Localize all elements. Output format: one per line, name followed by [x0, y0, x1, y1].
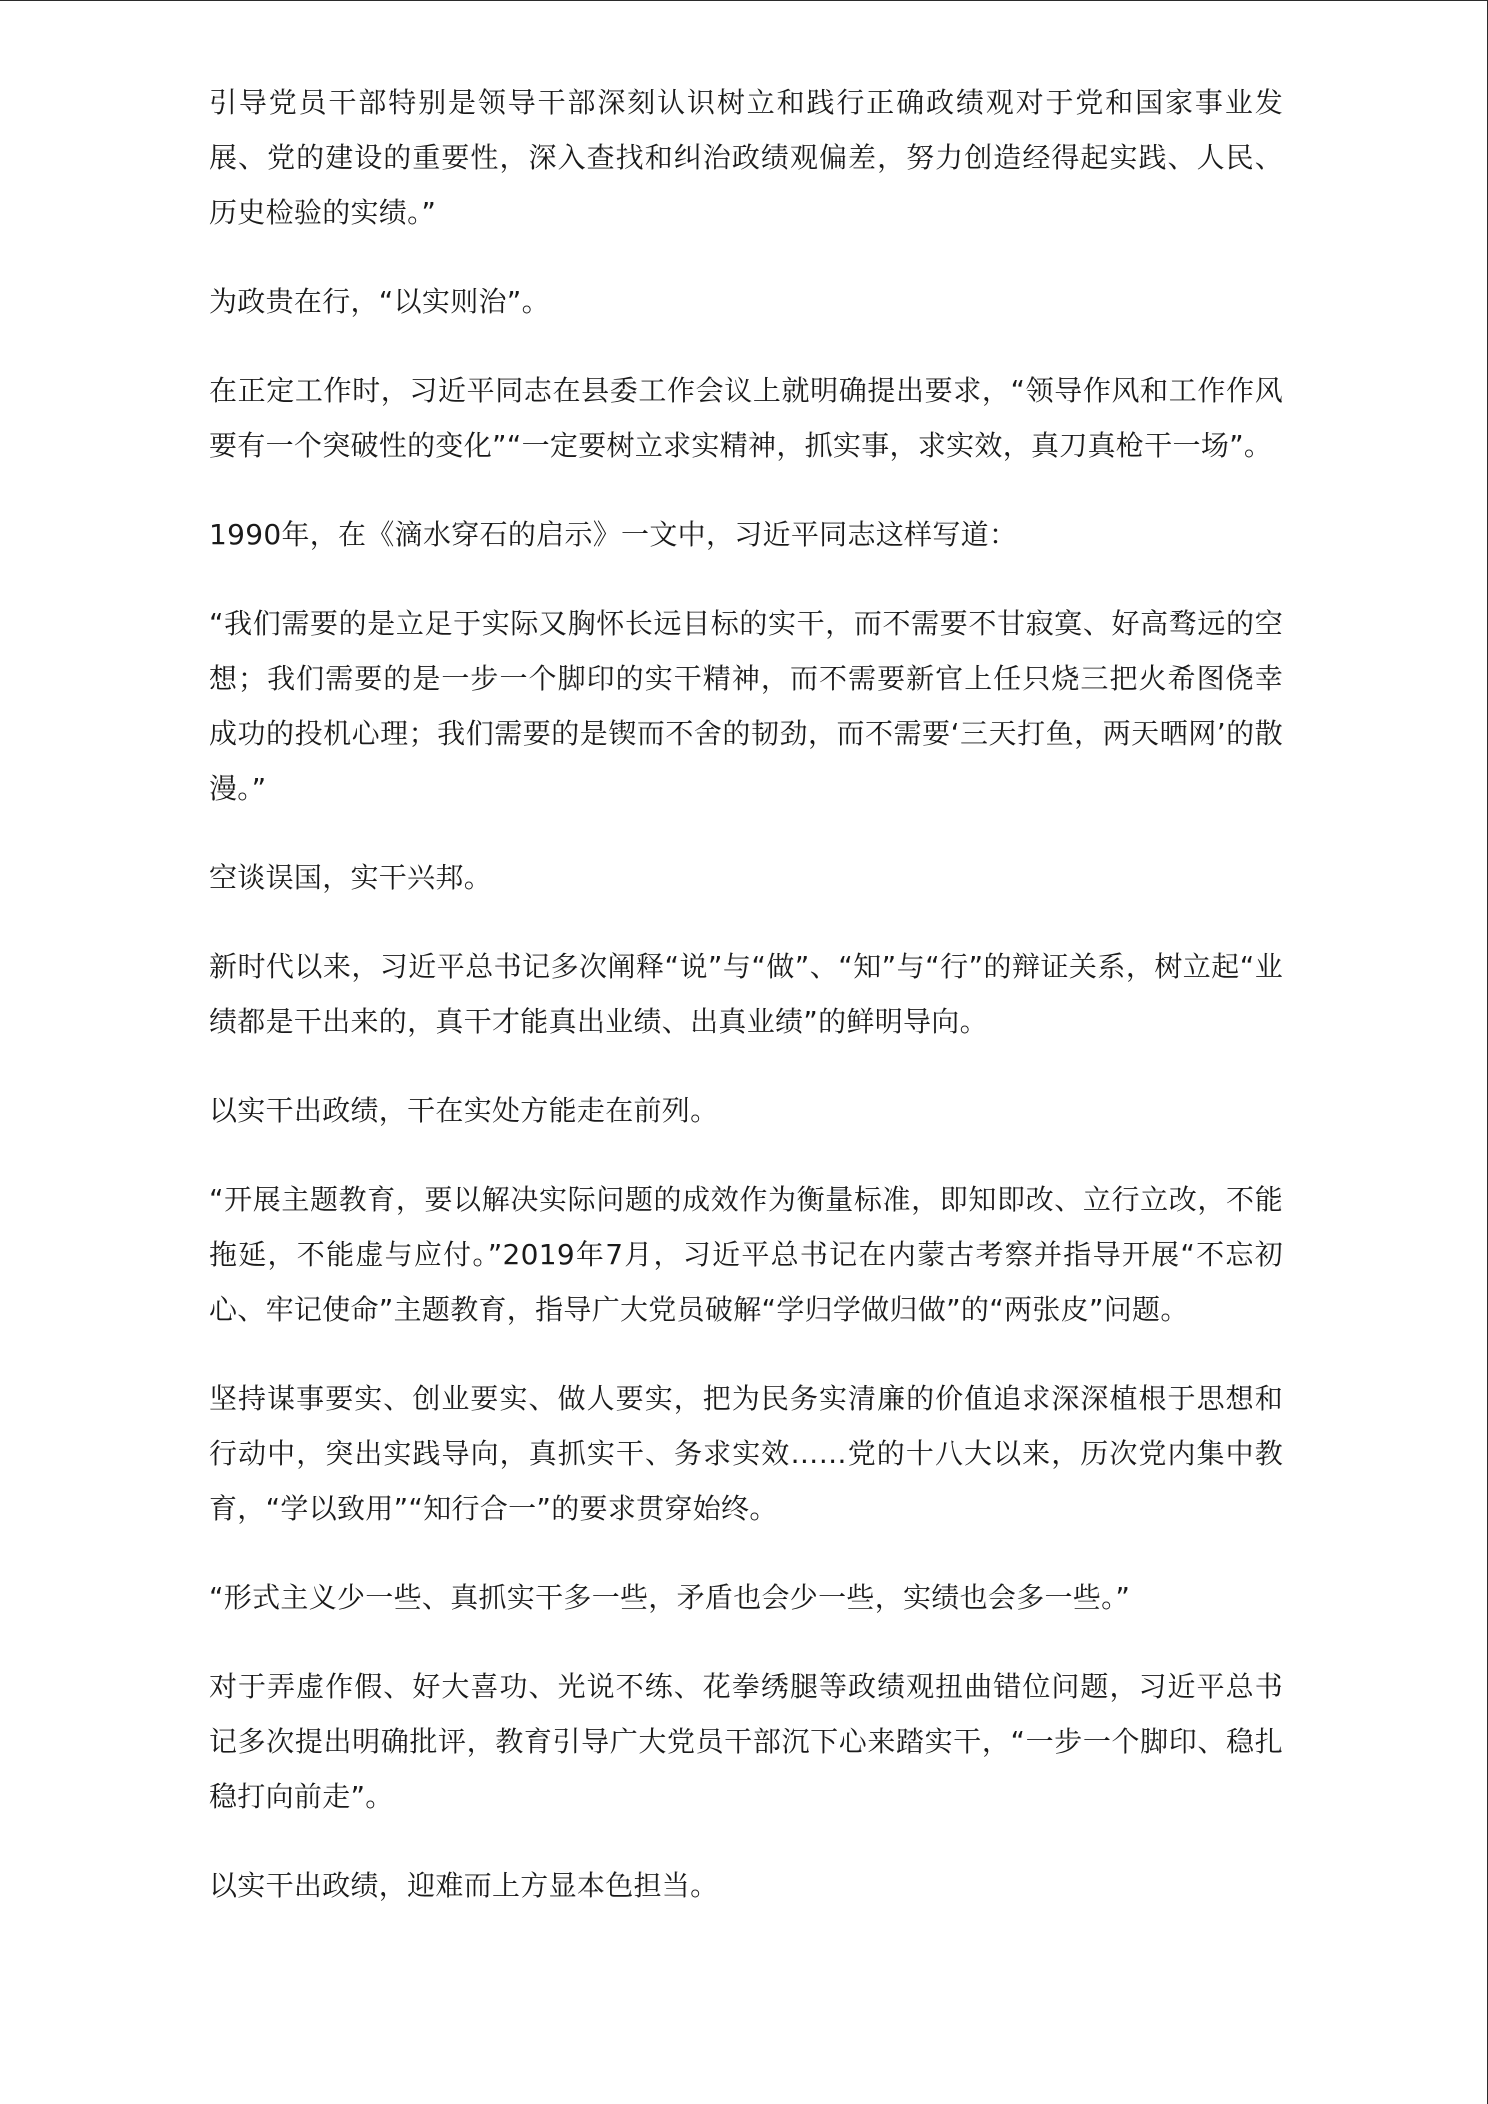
paragraph: 对于弄虚作假、好大喜功、光说不练、花拳绣腿等政绩观扭曲错位问题，习近平总书记多次提出明确批评，教育引导广大党员干部沉下心来踏实干，“一步一个脚印、稳扎稳打向前走”。 — [209, 1670, 1283, 1813]
paragraph: 新时代以来，习近平总书记多次阐释“说”与“做”、“知”与“行”的辩证关系，树立起“业绩都是干出来的，真干才能真出业绩、出真业绩”的鲜明导向。 — [209, 950, 1284, 1038]
paragraph: 坚持谋事要实、创业要实、做人要实，把为民务实清廉的价值追求深深植根于思想和行动中，突出实践导向，真抓实干、务求实效……党的十八大以来，历次党内集中教育，“学以致用”“知行合一”的要求贯穿始终。 — [209, 1382, 1283, 1525]
paragraph: 空谈误国，实干兴邦。 — [209, 861, 493, 894]
paragraph: 以实干出政绩，迎难而上方显本色担当。 — [209, 1869, 719, 1902]
paragraph: 为政贵在行，“以实则治”。 — [209, 285, 550, 318]
paragraph: “形式主义少一些、真抓实干多一些，矛盾也会少一些，实绩也会多一些。” — [209, 1581, 1131, 1614]
paragraph: 1990年，在《滴水穿石的启示》一文中，习近平同志这样写道： — [209, 518, 1018, 551]
paragraph: “我们需要的是立足于实际又胸怀长远目标的实干，而不需要不甘寂寞、好高骛远的空想；我们需要的是一步一个脚印的实干精神，而不需要新官上任只烧三把火希图侥幸成功的投机心理；我们需要的是锲而不舍的韧劲，而不需要‘三天打鱼，两天晒网’的散漫。” — [209, 607, 1283, 805]
article-body — [209, 75, 1283, 1947]
paragraph: “开展主题教育，要以解决实际问题的成效作为衡量标准，即知即改、立行立改，不能拖延，不能虚与应付。”2019年7月，习近平总书记在内蒙古考察并指导开展“不忘初心、牢记使命”主题教育，指导广大党员破解“学归学做归做”的“两张皮”问题。 — [209, 1183, 1283, 1326]
paragraph: 在正定工作时，习近平同志在县委工作会议上就明确提出要求，“领导作风和工作作风要有一个突破性的变化”“一定要树立求实精神，抓实事，求实效，真刀真枪干一场”。 — [209, 374, 1283, 462]
paragraph: 以实干出政绩，干在实处方能走在前列。 — [209, 1094, 719, 1127]
paragraph: 引导党员干部特别是领导干部深刻认识树立和践行正确政绩观对于党和国家事业发展、党的建设的重要性，深入查找和纠治政绩观偏差，努力创造经得起实践、人民、历史检验的实绩。” — [209, 86, 1283, 229]
